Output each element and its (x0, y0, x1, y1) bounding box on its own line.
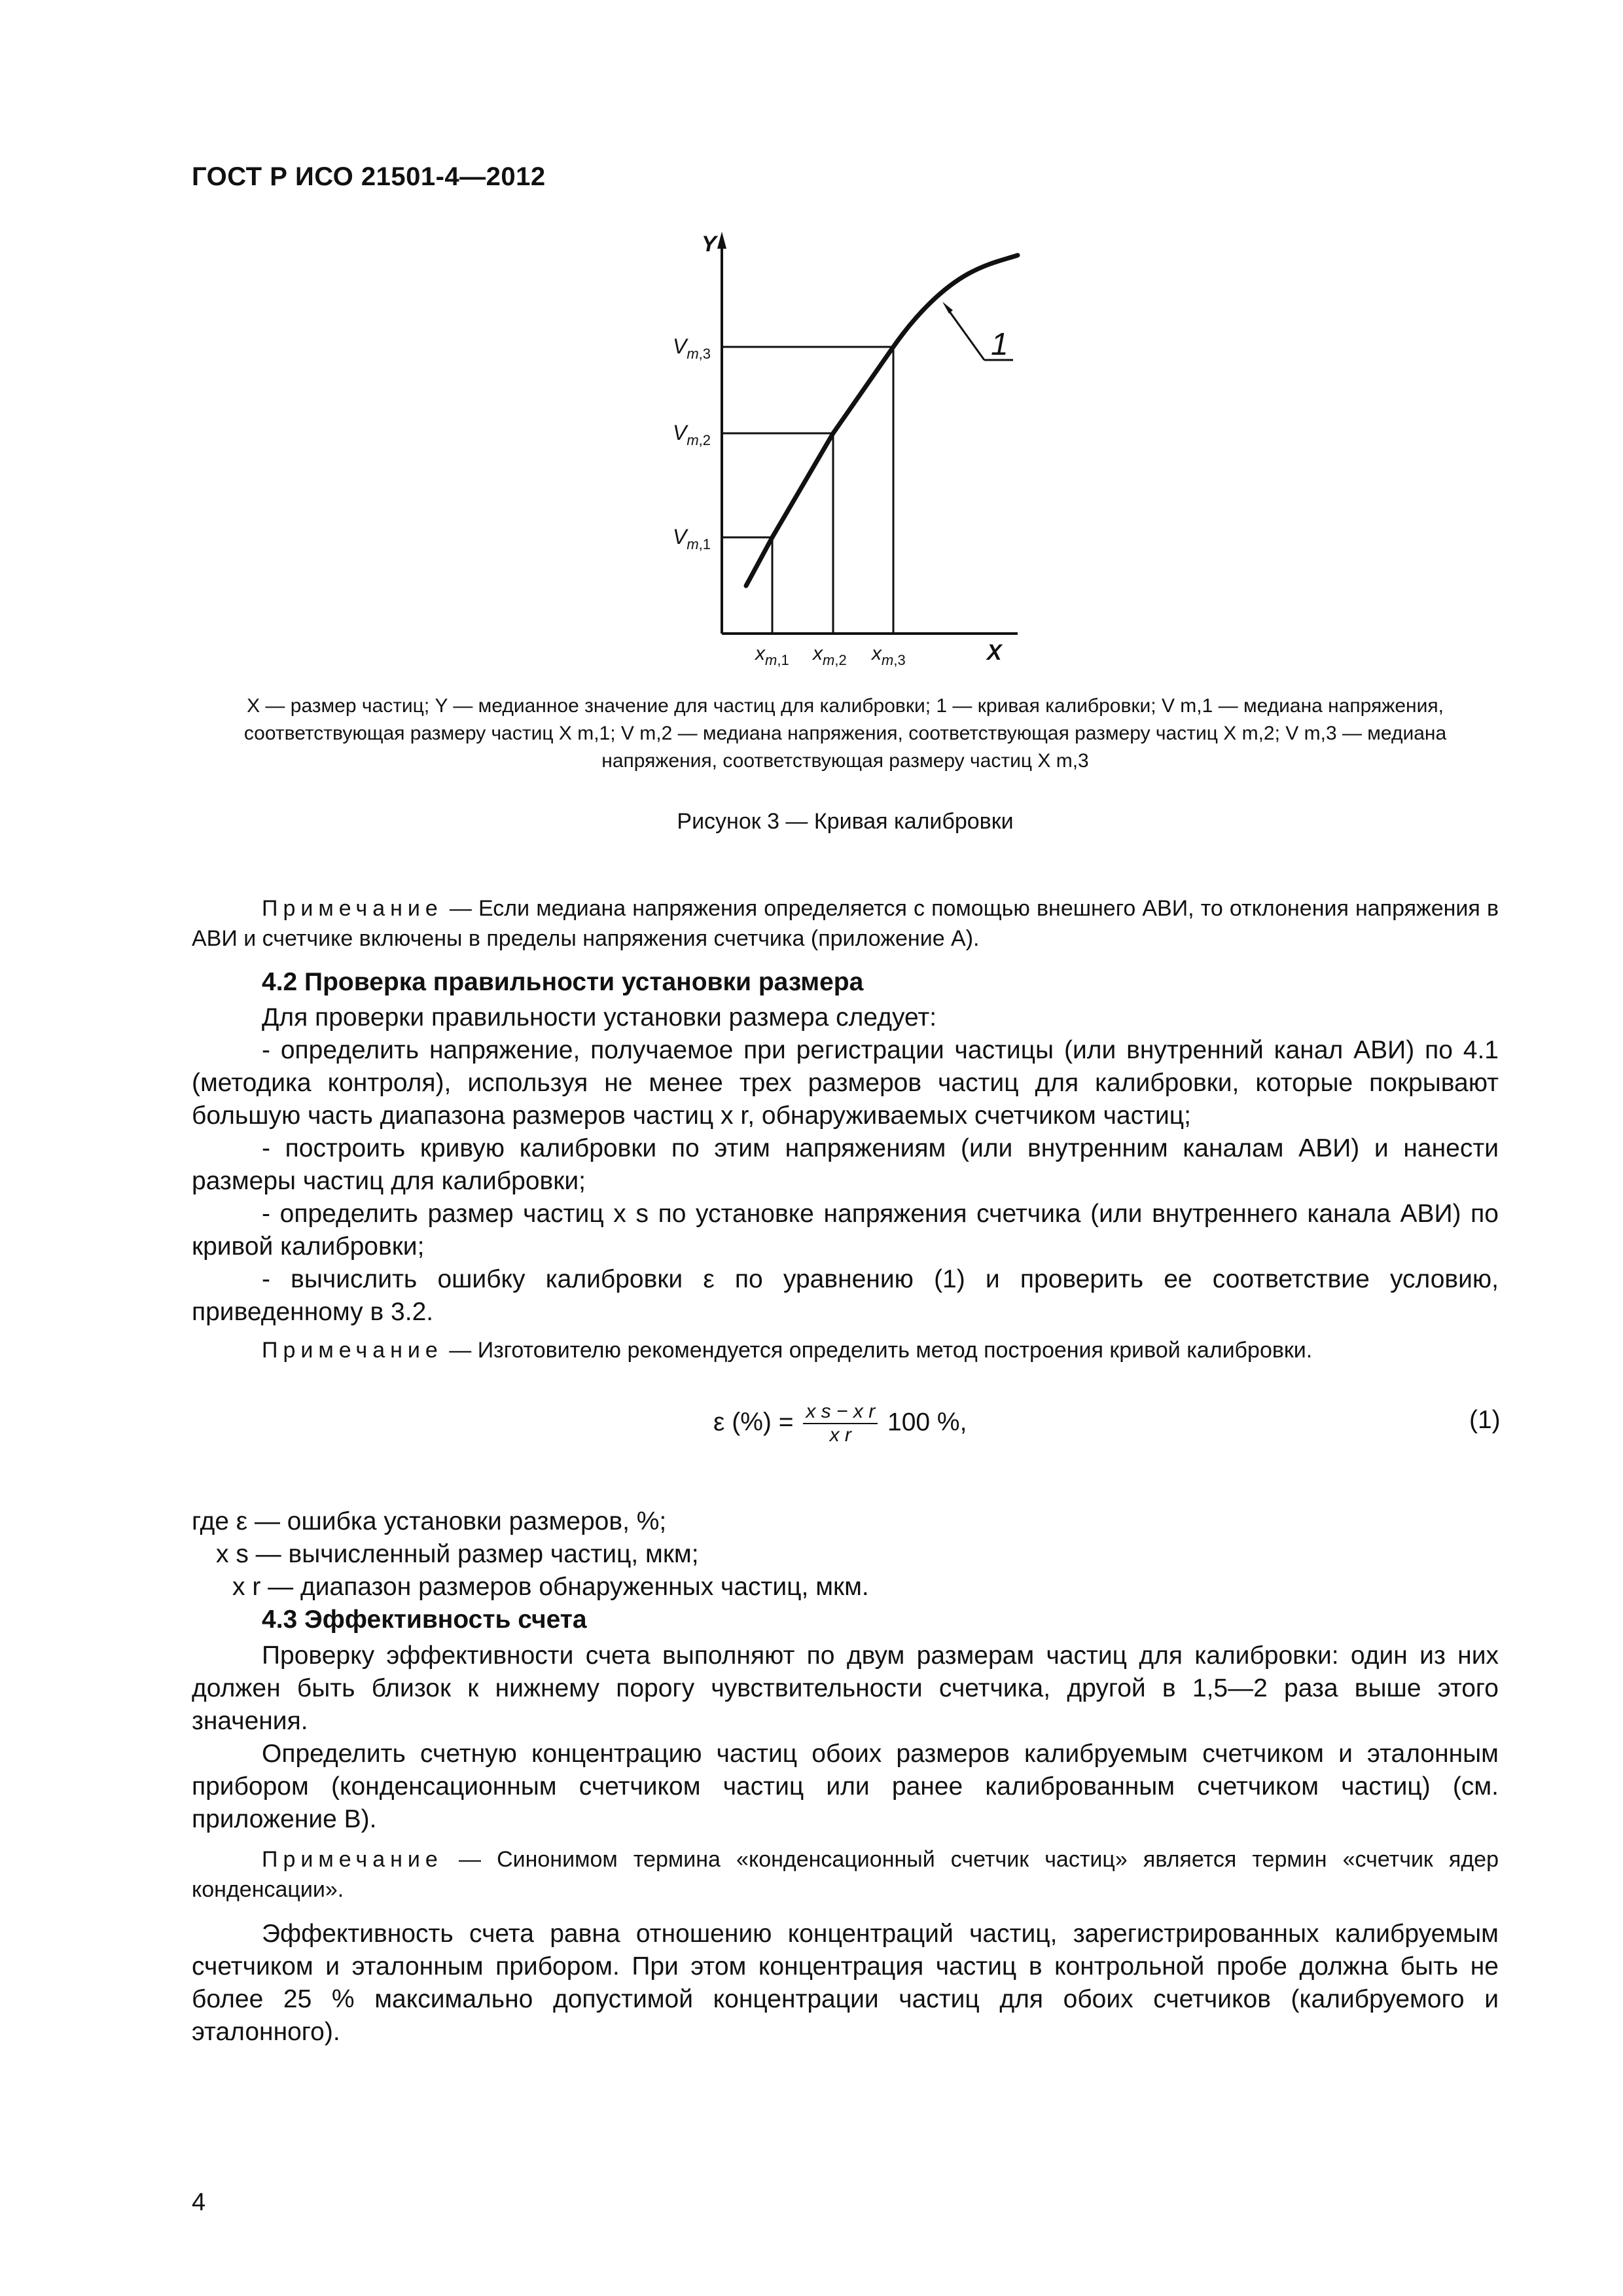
where-line-2: x s — вычисленный размер частиц, мкм; (216, 1540, 699, 1568)
equation-number: (1) (1469, 1406, 1501, 1434)
figure-caption-line-1: X — размер частиц; Y — медианное значение для частиц для калибровки; 1 — кривая калибровки; V m,1 — медиана напряжения, (247, 695, 1444, 717)
figure-title: Рисунок 3 — Кривая калибровки (677, 809, 1014, 834)
curve-leader-arrow (942, 302, 953, 314)
document-header: ГОСТ Р ИСО 21501-4—2012 (192, 162, 546, 191)
section-4-3-paragraph-1: Проверку эффективности счета выполняют по двум размерам частиц для калибровки: один из них должен быть близок к нижнему порогу чувствительности счетчика, другой в 1,5—2 раза выше этого значения. (192, 1641, 1499, 1735)
note-1-label: Примечание (262, 896, 443, 921)
calibration-curve-figure (641, 223, 1060, 681)
page-number: 4 (192, 2189, 206, 2216)
where-line-3: x r — диапазон размеров обнаруженных частиц, мкм. (232, 1573, 869, 1601)
where-line-1: где ε — ошибка установки размеров, %; (192, 1507, 667, 1535)
section-4-2-item-1: - определить напряжение, получаемое при регистрации частицы (или внутренний канал АВИ) по 4.1 (методика контроля), используя не менее трех размеров частиц для калибровки, которые покрывают большую часть диапазона размеров частиц x r, обнаруживаемых счетчиком частиц; (192, 1036, 1499, 1130)
formula-denominator: x r (829, 1424, 851, 1446)
y-axis-label: Y (702, 232, 717, 257)
x-tick-xm2: $x_m,2$ (813, 643, 847, 668)
formula-lhs: ε (%) = (713, 1408, 794, 1437)
formula-fraction (803, 1401, 878, 1446)
figure-caption (192, 692, 1499, 775)
section-4-3-heading: 4.3 Эффективность счета (262, 1605, 587, 1634)
note-1-text: — Если медиана напряжения определяется с помощью внешнего АВИ, то отклонения напряжения в АВИ и счетчике включены в пределы напряжения счетчика (приложение А). (192, 896, 1499, 951)
section-4-2-heading: 4.2 Проверка правильности установки размера (262, 968, 864, 996)
note-2-text: — Изготовителю рекомендуется определить метод построения кривой калибровки. (449, 1338, 1313, 1363)
section-4-3-note (192, 1844, 1499, 1905)
note-2-label: Примечание (262, 1338, 443, 1363)
y-tick-vm3: $V_m,3$ (673, 334, 711, 362)
note-2 (192, 1335, 1499, 1365)
x-tick-xm1: $x_m,1$ (755, 643, 789, 668)
formula-1 (713, 1401, 967, 1460)
section-4-3-paragraph-2: Определить счетную концентрацию частиц обоих размеров калибруемым счетчиком и эталонным прибором (конденсационным счетчиком частиц или ранее калиброванным счетчиком частиц) (см. приложение В). (192, 1740, 1499, 1833)
y-tick-vm2: $V_m,2$ (673, 421, 711, 448)
y-axis-arrow (717, 232, 726, 249)
section-4-3-paragraph-3: Эффективность счета равна отношению концентраций частиц, зарегистрированных калибруемым счетчиком и эталонным прибором. При этом концентрация частиц в контрольной пробе должна быть не более 25 % максимально допустимой концентрации частиц для обоих счетчиков (калибруемого и эталонного). (192, 1920, 1499, 2046)
note-1 (192, 893, 1499, 954)
calibration-curve (746, 255, 1018, 586)
section-4-3-note-text: — Синонимом термина «конденсационный счетчик частиц» является термин «счетчик ядер конденсации». (192, 1847, 1499, 1902)
section-4-2-item-4: - вычислить ошибку калибровки ε по уравнению (1) и проверить ее соответствие условию, приведенному в 3.2. (192, 1265, 1499, 1326)
curve-leader (948, 309, 984, 360)
y-tick-vm1: $V_m,1$ (673, 525, 711, 552)
section-4-2-item-2: - построить кривую калибровки по этим напряжениям (или внутренним каналам АВИ) и нанести размеры частиц для калибровки; (192, 1134, 1499, 1195)
x-axis-label: X (987, 640, 1002, 665)
formula-numerator: x s − x r (803, 1401, 878, 1424)
x-tick-xm3: $x_m,3$ (872, 643, 906, 668)
figure-caption-line-3: напряжения, соответствующая размеру частиц X m,3 (601, 750, 1089, 772)
curve-label: 1 (991, 327, 1008, 362)
formula-rhs: 100 %, (887, 1408, 967, 1437)
figure-caption-line-2: соответствующая размеру частиц X m,1; V m,2 — медиана напряжения, соответствующая размеру частиц X m,2; V m,3 — медиана (243, 723, 1447, 744)
section-4-3-note-label: Примечание (262, 1847, 443, 1872)
section-4-2-intro: Для проверки правильности установки размера следует: (262, 1003, 937, 1031)
section-4-2-item-3: - определить размер частиц x s по установке напряжения счетчика (или внутреннего канала АВИ) по кривой калибровки; (192, 1200, 1499, 1261)
